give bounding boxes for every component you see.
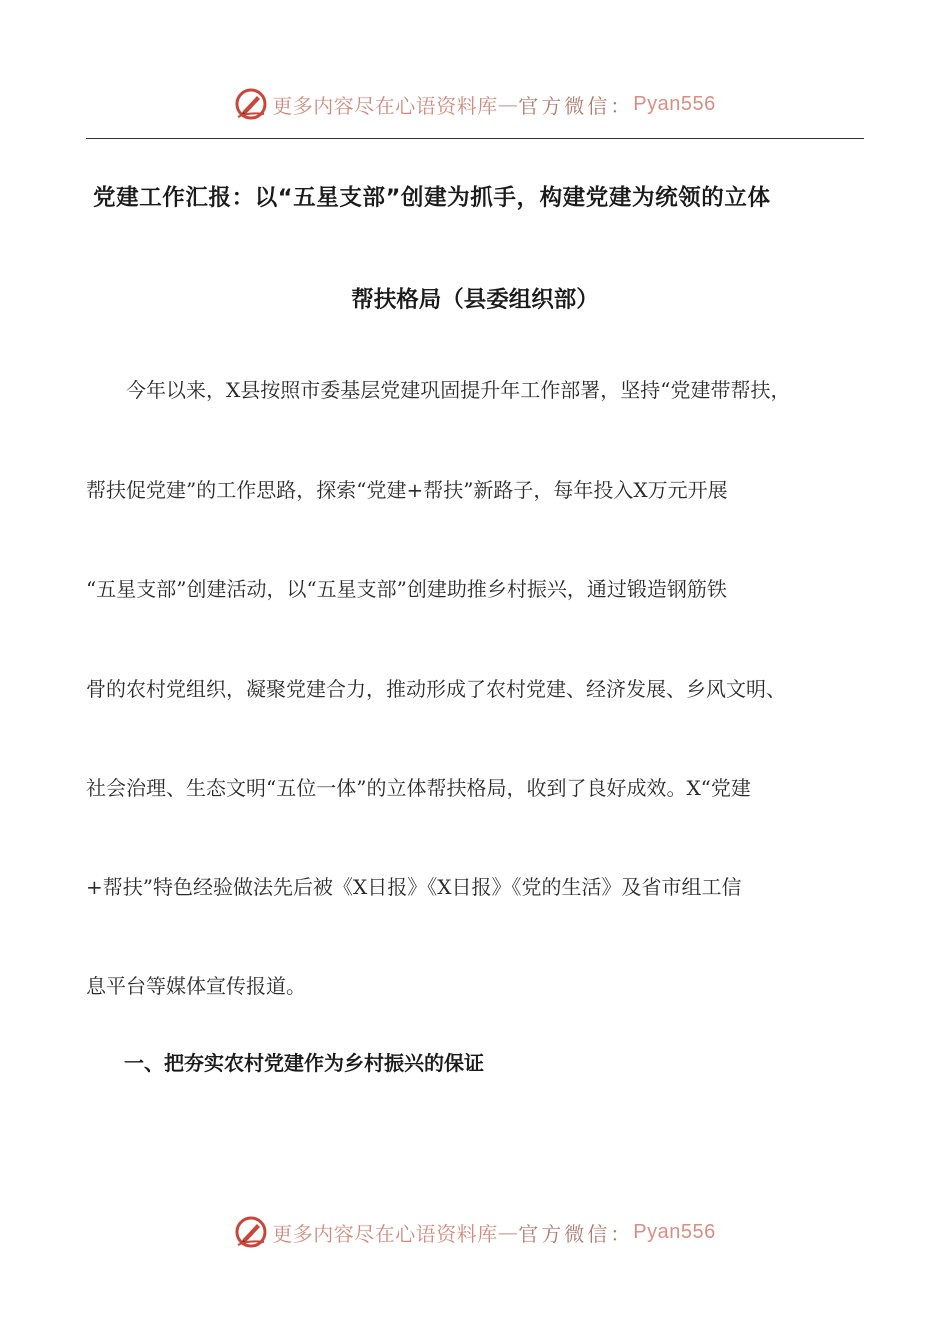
paragraph-line: +帮扶”特色经验做法先后被《X日报》《X日报》《党的生活》及省市组工信 <box>86 875 742 899</box>
header-separator: — <box>497 92 519 116</box>
header-wechat-label: 官方微信： <box>518 93 634 118</box>
header-wechat-id: Pyan556 <box>633 92 716 115</box>
footer-wechat-label: 官方微信： <box>518 1221 634 1246</box>
header-slogan: 更多内容尽在心语资料库 <box>272 93 498 118</box>
footer-wechat-id: Pyan556 <box>633 1220 716 1243</box>
footer-banner <box>0 1212 950 1252</box>
footer-slogan: 更多内容尽在心语资料库 <box>272 1221 498 1246</box>
paragraph-line: 息平台等媒体宣传报道。 <box>86 974 306 998</box>
pen-logo-icon <box>234 87 268 121</box>
header-banner <box>0 84 950 124</box>
pen-logo-icon <box>234 1215 268 1249</box>
paragraph-line: 社会治理、生态文明“五位一体”的立体帮扶格局，收到了良好成效。X“党建 <box>86 776 751 800</box>
paragraph-line: 今年以来，X县按照市委基层党建巩固提升年工作部署，坚持“党建带帮扶， <box>86 378 791 402</box>
paragraph-line: “五星支部”创建活动，以“五星支部”创建助推乡村振兴，通过锻造钢筋铁 <box>86 577 727 601</box>
paragraph-line: 骨的农村党组织，凝聚党建合力，推动形成了农村党建、经济发展、乡风文明、 <box>86 677 786 701</box>
section-heading: 一、把夯实农村党建作为乡村振兴的保证 <box>124 1051 484 1075</box>
document-title-line-1: 党建工作汇报：以“五星支部”创建为抓手，构建党建为统领的立体 <box>93 185 771 211</box>
paragraph-line: 帮扶促党建”的工作思路，探索“党建+帮扶”新路子，每年投入X万元开展 <box>86 478 728 502</box>
document-title-line-2: 帮扶格局（县委组织部） <box>351 287 599 313</box>
header-divider <box>86 138 864 139</box>
footer-separator: — <box>497 1220 519 1244</box>
